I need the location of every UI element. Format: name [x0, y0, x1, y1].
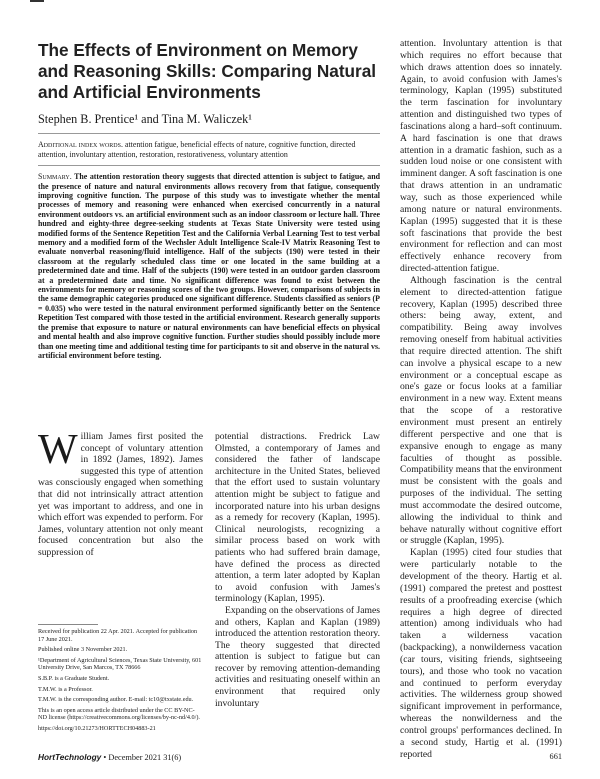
paragraph: Expanding on the observations of James and others, Kaplan and Kaplan (1989) introduced the attention restoration theory. The theory suggested that directed attention is subject to fatigue but can recover by removing attention-demanding activities and resituating oneself within an environment that required only involuntary — [215, 604, 380, 709]
article-authors: Stephen B. Prentice¹ and Tina M. Waliczek¹ — [38, 112, 252, 126]
footnote-doi[interactable]: https://doi.org/10.21273/HORTTECH04883-21 — [38, 724, 156, 732]
paragraph: Kaplan (1995) cited four studies that were particularly notable to the development of the theory. Hartig et al. (1991) compared the pretest and posttest results of a proofreading exercise (which requires a high degree of directed attention) among individuals who had taken a wilderness vacation (backpacking), a nonwilderness vacation (car tours, visiting friends, sightseeing tours), and those who took no vacation and continued to perform everyday activities. The wilderness group showed significant improvement in performance, whereas the nonwilderness and the control groups' performances declined. In a second study, Hartig et al. (1991) reported — [400, 547, 562, 760]
paragraph: attention. Involuntary attention is that which requires no effort because that which draws attention does so innately. Again, to avoid confusion with James's terminology, Kaplan (1995) substituted the term fascination for involuntary attention and distinguished two types of fascinations along a hard–soft continuum. A hard fascination is one that draws attention in a dramatic fashion, such as a sudden loud noise or one consistent with imminent danger. A soft fascination is one that draws attention in an undramatic way, such as those experienced while among nature or natural environments. Kaplan (1995) suggested that it is these soft fascinations that provide the best environment for reflection and can most effectively enhance recovery from directed-attention fatigue. — [400, 38, 562, 275]
footnote-published: Published online 3 November 2021. — [38, 646, 128, 654]
page-footer — [38, 752, 562, 764]
footnote-professor: T.M.W. is a Professor. — [38, 685, 93, 693]
intro-paragraph: illiam James first posited the concept of voluntary attention in 1892 (James, 1892). James suggested this type of attention was consciously engaged when something that did not intrinsically attract attention yet was important to address, and one in which effort was expended to perform. For James, voluntary attention not only meant focused concentration but also the suppression of — [38, 431, 203, 558]
page-number: 661 — [549, 752, 562, 761]
journal-name: HortTechnology — [38, 752, 102, 762]
header-rule — [38, 133, 380, 134]
paragraph: Although fascination is the central element to directed-attention fatigue recovery, Kaplan (1995) described three others: being away, extent, and compatibility. Being away involves removing oneself from habitual activities that require directed attention. The shift can involve a physical escape to a new environment or a conceptual escape as one's gaze or focus looks at a familiar environment in a new way. Extent means that the scope of a restorative environment must present an entirely different perspective and one that is expansive enough to engage as many faculties of thought as possible. Compatibility means that the environment must be consistent with the goals and purposes of the individual. The setting must accommodate the desired outcome, allowing the individual to think and behave naturally without cognitive effort or struggle (Kaplan, 1995). — [400, 274, 562, 547]
footnote-received: Received for publication 22 Apr. 2021. Accepted for publication 17 June 2021. — [38, 628, 198, 643]
footnotes — [38, 624, 203, 736]
keywords-label: Additional index words. — [38, 140, 123, 149]
drop-cap: W — [38, 427, 78, 473]
journal-citation — [38, 752, 181, 762]
paragraph: potential distractions. Fredrick Law Olmsted, a contemporary of James and considered the father of landscape architecture in the United States, believed that the effort used to sustain voluntary attention might be subject to fatigue and incorporated nature into his urban designs as a remedy for recovery (Kaplan, 1995). Clinical neurologists, recognizing a similar process based on work with patients who had suffered brain damage, have defined the process as directed attention, a term later adopted by Kaplan to avoid confusion with James's terminology (Kaplan, 1995). — [215, 431, 380, 605]
body-column-1 — [38, 427, 203, 559]
footnote-student: S.B.P. is a Graduate Student. — [38, 674, 110, 682]
summary-label: Summary. — [38, 172, 72, 182]
journal-issue: • December 2021 31(6) — [101, 753, 182, 762]
footnote-affiliation: ¹Department of Agricultural Sciences, Texas State University, 601 University Drive, San Marcos, TX 78666 — [38, 656, 202, 672]
article-header — [38, 40, 380, 360]
footnote-rule — [38, 624, 98, 625]
body-column-2 — [215, 431, 380, 709]
body-column-3 — [400, 38, 562, 760]
page-corner-mark — [30, 0, 44, 2]
article-title: The Effects of Environment on Memory and Reasoning Skills: Comparing Natural and Artificial Environments — [38, 40, 377, 102]
summary-block — [38, 172, 380, 360]
keywords-block — [38, 140, 380, 159]
summary-text: The attention restoration theory suggests that directed attention is subject to fatigue, and the presence of nature and natural environments allows recovery from that fatigue, consequently improving cognitive function. The purpose of this study was to investigate whether the mental processes of memory and reasoning were enhanced when exercised concurrently in a natural environment outdoors vs. an artificial environment such as an indoor classroom or lecture hall. Three hundred and eighty-three degree-seeking students at Texas State University were tested using modified forms of the Sentence Repetition Test and the California Verbal Learning Test to test verbal memory and a modified form of the Wechsler Adult Intelligence Scale-IV Matrix Reasoning Test to evaluate nonverbal reasoning/fluid intelligence. Half of the subjects (190) were tested in their classroom at the regularly scheduled class time or one located in the same building at a predetermined date and time. Half of the subjects (190) were tested in an outdoor garden classroom at a predetermined date and time. No significant difference was found to exist between the environments for memory or reasoning scores of the two groups. However, comparisons of subjects in the same demographic categories produced one significant difference. Students classified as seniors (P = 0.035) who were tested in the natural environment performed significantly better on the Sentence Repetition Test compared with those tested in the artificial environment. Research generally supports the premise that exposure to nature or natural environments can have beneficial effects on physical and mental health and also improve cognitive function. Further studies should possibly include more than one meeting time and additional testing time for participants to sit and observe in the natural vs. artificial environment before testing. — [38, 172, 380, 360]
keywords-rule — [38, 165, 380, 166]
keywords-text: attention fatigue, beneficial effects of nature, cognitive function, directed attention, involuntary attention, restoration, restorativeness, voluntary attention — [38, 140, 356, 159]
footnote-license: This is an open access article distributed under the CC BY-NC-ND license (https://creativecommons.org/licenses/by-nc-nd/4.0/). — [38, 706, 200, 722]
footnote-corresponding: T.M.W. is the corresponding author. E-mail: tc10@txstate.edu. — [38, 696, 194, 704]
